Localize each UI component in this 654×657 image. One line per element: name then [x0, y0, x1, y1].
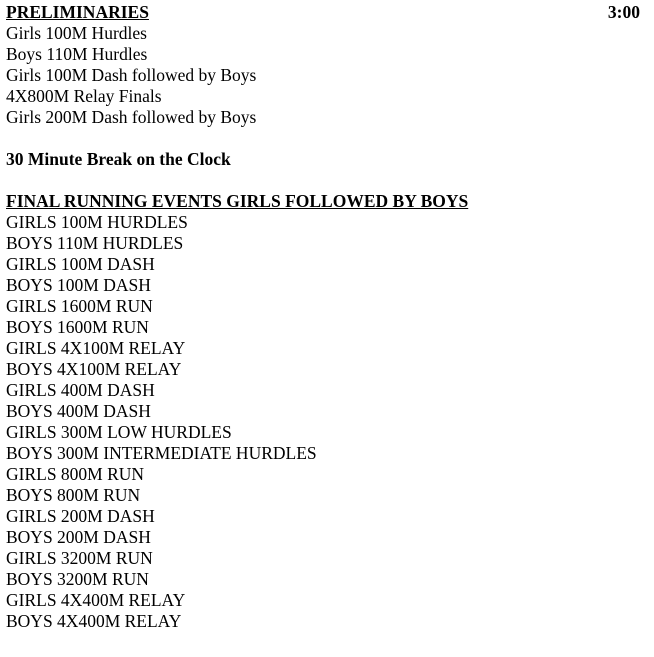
- preliminary-event: Girls 200M Dash followed by Boys: [6, 107, 257, 127]
- spacer: [6, 128, 646, 149]
- final-event: BOYS 110M HURDLES: [6, 233, 184, 253]
- preliminaries-event-list: [6, 23, 646, 128]
- final-event: GIRLS 4X100M RELAY: [6, 338, 186, 358]
- schedule-document: [6, 2, 646, 632]
- final-event: BOYS 3200M RUN: [6, 569, 149, 589]
- final-event: GIRLS 100M HURDLES: [6, 212, 188, 232]
- final-event: BOYS 800M RUN: [6, 485, 141, 505]
- final-event: BOYS 1600M RUN: [6, 317, 149, 337]
- final-event: GIRLS 400M DASH: [6, 380, 155, 400]
- final-event: BOYS 4X100M RELAY: [6, 359, 182, 379]
- final-event: BOYS 100M DASH: [6, 275, 151, 295]
- final-event: GIRLS 200M DASH: [6, 506, 155, 526]
- final-event: BOYS 4X400M RELAY: [6, 611, 182, 631]
- finals-event-list: [6, 212, 646, 632]
- final-event: GIRLS 100M DASH: [6, 254, 155, 274]
- final-event: GIRLS 4X400M RELAY: [6, 590, 186, 610]
- final-event: GIRLS 300M LOW HURDLES: [6, 422, 232, 442]
- final-event: BOYS 400M DASH: [6, 401, 151, 421]
- preliminaries-heading: PRELIMINARIES: [6, 2, 149, 22]
- finals-heading: FINAL RUNNING EVENTS GIRLS FOLLOWED BY BOYS: [6, 191, 469, 211]
- final-event: BOYS 200M DASH: [6, 527, 151, 547]
- preliminary-event: 4X800M Relay Finals: [6, 86, 162, 106]
- preliminary-event: Girls 100M Hurdles: [6, 23, 147, 43]
- break-notice: 30 Minute Break on the Clock: [6, 149, 231, 169]
- preliminary-event: Girls 100M Dash followed by Boys: [6, 65, 257, 85]
- spacer: [6, 170, 646, 191]
- final-event: BOYS 300M INTERMEDIATE HURDLES: [6, 443, 317, 463]
- final-event: GIRLS 3200M RUN: [6, 548, 153, 568]
- final-event: GIRLS 800M RUN: [6, 464, 145, 484]
- preliminaries-start-time: 3:00: [607, 2, 640, 22]
- preliminaries-heading-row: [6, 2, 640, 23]
- final-event: GIRLS 1600M RUN: [6, 296, 153, 316]
- preliminary-event: Boys 110M Hurdles: [6, 44, 148, 64]
